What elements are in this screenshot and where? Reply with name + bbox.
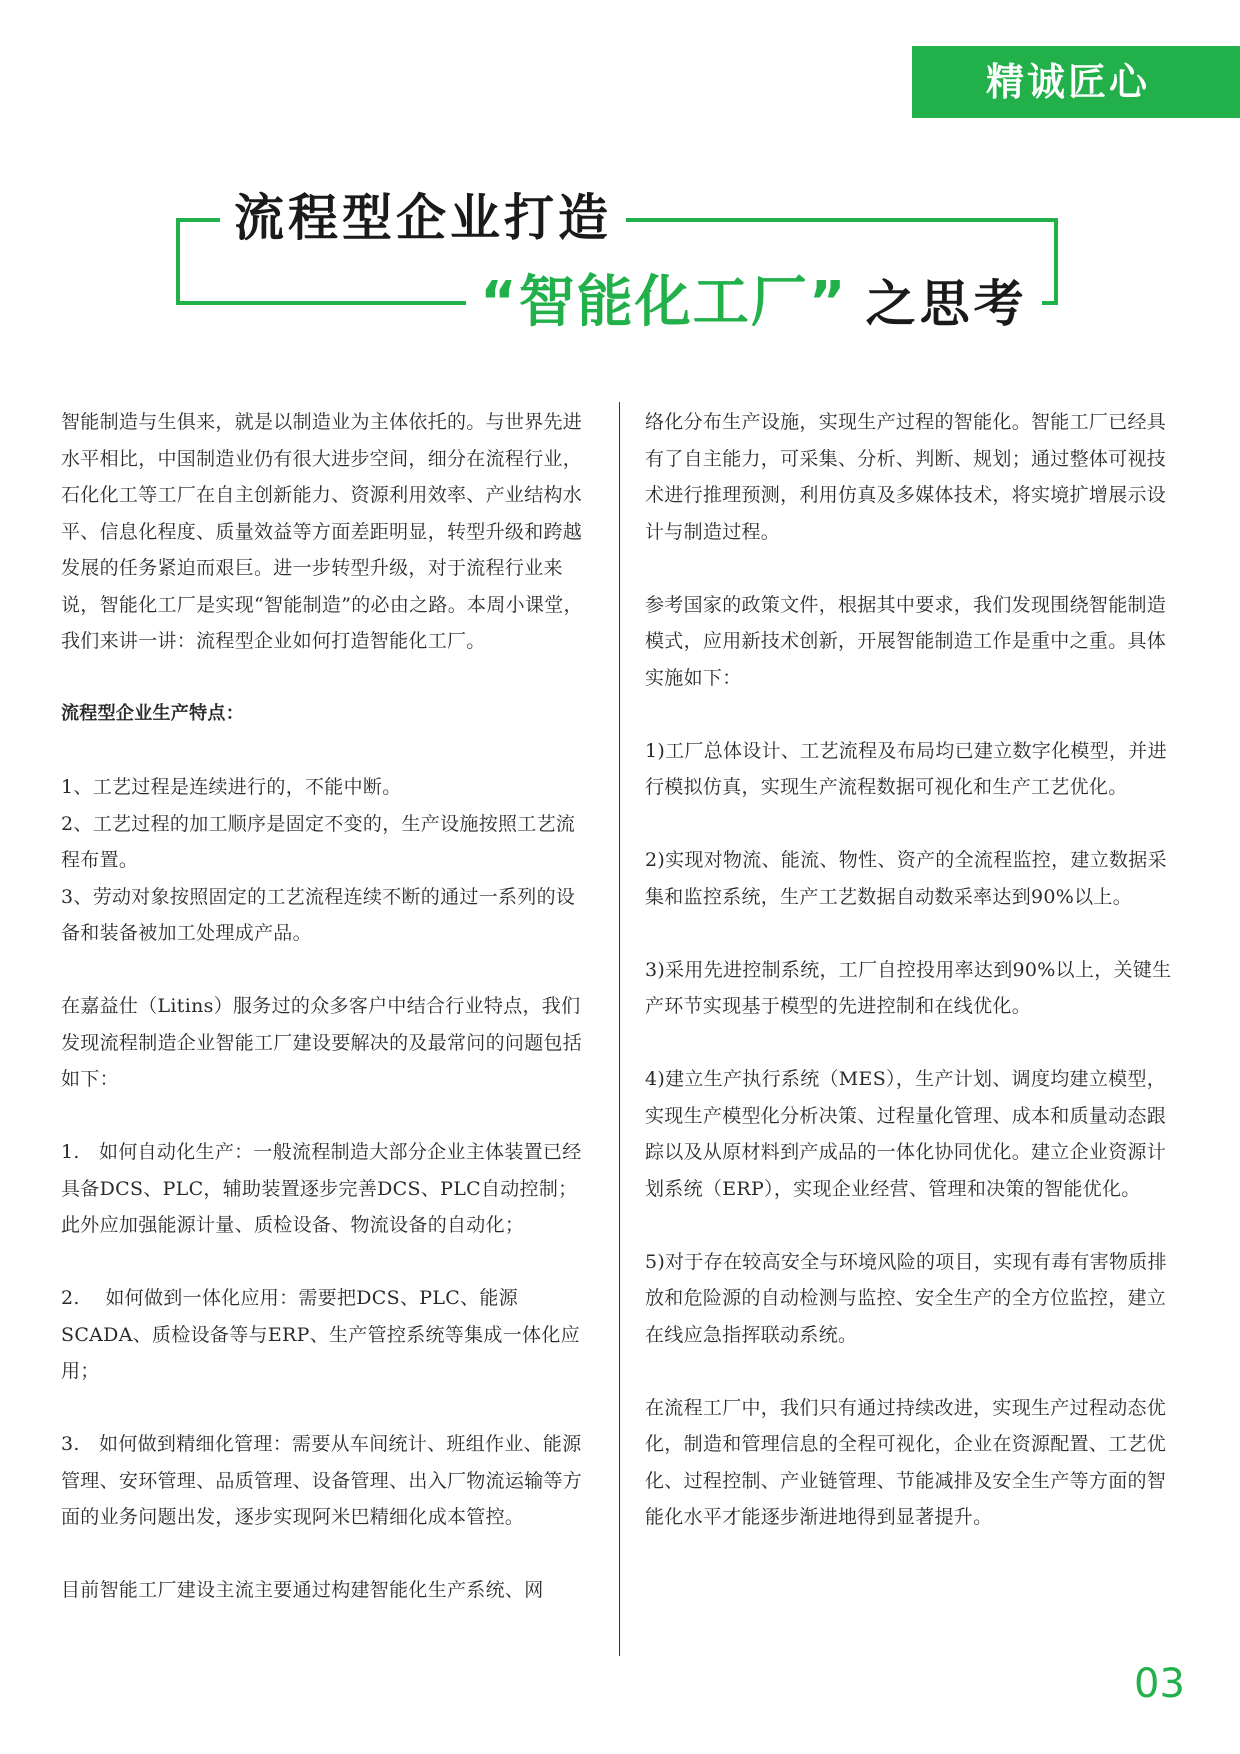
measure-item-1: 1)工厂总体设计、工艺流程及布局均已建立数字化模型，并进行模拟仿真，实现生产流程数据可视化和生产工艺优化。 xyxy=(645,739,1167,798)
section-heading: 流程型企业生产特点： xyxy=(61,703,244,724)
mainstream-paragraph: 目前智能工厂建设主流主要通过构建智能化生产系统、网 xyxy=(61,1579,544,1601)
continuation-paragraph: 络化分布生产设施，实现生产过程的智能化。智能工厂已经具有了自主能力，可采集、分析、判断、规划；通过整体可视技术进行推理预测，利用仿真及多媒体技术，将实境扩增展示设计与制造过程。 xyxy=(645,411,1167,543)
column-divider xyxy=(619,402,620,1656)
left-column xyxy=(61,404,591,1609)
measure-item-4: 4)建立生产执行系统（MES），生产计划、调度均建立模型，实现生产模型化分析决策、过程量化管理、成本和质量动态跟踪以及从原材料到产成品的一体化协同优化。建立企业资源计划系统（ERP），实现企业经营、管理和决策的智能优化。 xyxy=(645,1068,1167,1200)
title-rest: 之思考 xyxy=(865,275,1028,333)
question-item-1: 1. 如何自动化生产：一般流程制造大部分企业主体装置已经具备DCS、PLC，辅助装置逐步完善DCS、PLC自动控制；此外应加强能源计量、质检设备、物流设备的自动化； xyxy=(61,1141,582,1236)
page-title-line1: 流程型企业打造 xyxy=(220,183,626,253)
question-item-2: 2. 如何做到一体化应用：需要把DCS、PLC、能源SCADA、质检设备等与ERP、生产管控系统等集成一体化应用； xyxy=(61,1287,580,1382)
policy-paragraph: 参考国家的政策文件，根据其中要求，我们发现围绕智能制造模式，应用新技术创新，开展智能制造工作是重中之重。具体实施如下： xyxy=(645,593,1167,689)
measure-item-3: 3)采用先进控制系统，工厂自控投用率达到90%以上，关键生产环节实现基于模型的先进控制和在线优化。 xyxy=(645,958,1172,1017)
feature-item-3: 3、劳动对象按照固定的工艺流程连续不断的通过一系列的设备和装备被加工处理成产品。 xyxy=(61,885,576,944)
conclusion-paragraph: 在流程工厂中，我们只有通过持续改进，实现生产过程动态优化，制造和管理信息的全程可视化，企业在资源配置、工艺优化、过程控制、产业链管理、节能减排及安全生产等方面的智能化水平才能逐步渐进地得到显著提升。 xyxy=(645,1396,1167,1528)
measure-item-2: 2)实现对物流、能流、物性、资产的全流程监控，建立数据采集和监控系统，生产工艺数据自动数采率达到90%以上。 xyxy=(645,849,1167,908)
section-badge: 精诚匠心 xyxy=(912,46,1240,118)
title-highlight: “智能化工厂” xyxy=(480,270,848,335)
right-column xyxy=(645,404,1180,1536)
measure-item-5: 5)对于存在较高安全与环境风险的项目，实现有毒有害物质排放和危险源的自动检测与监控、安全生产的全方位监控，建立在线应急指挥联动系统。 xyxy=(645,1250,1167,1346)
feature-item-1: 1、工艺过程是连续进行的，不能中断。 xyxy=(61,776,402,798)
litins-paragraph: 在嘉益仕（Litins）服务过的众多客户中结合行业特点，我们发现流程制造企业智能工厂建设要解决的及最常问的问题包括如下： xyxy=(61,995,583,1090)
page-title-line2 xyxy=(466,264,1042,342)
feature-item-2: 2、工艺过程的加工顺序是固定不变的，生产设施按照工艺流程布置。 xyxy=(61,812,576,871)
page-number: 03 xyxy=(1134,1661,1185,1707)
question-item-3: 3. 如何做到精细化管理：需要从车间统计、班组作业、能源管理、安环管理、品质管理、设备管理、出入厂物流运输等方面的业务问题出发，逐步实现阿米巴精细化成本管控。 xyxy=(61,1433,583,1528)
intro-paragraph: 智能制造与生俱来，就是以制造业为主体依托的。与世界先进水平相比，中国制造业仍有很大进步空间，细分在流程行业，石化化工等工厂在自主创新能力、资源利用效率、产业结构水平、信息化程度、质量效益等方面差距明显，转型升级和跨越发展的任务紧迫而艰巨。进一步转型升级，对于流程行业来说，智能化工厂是实现“智能制造”的必由之路。本周小课堂，我们来讲一讲：流程型企业如何打造智能化工厂。 xyxy=(61,411,583,652)
